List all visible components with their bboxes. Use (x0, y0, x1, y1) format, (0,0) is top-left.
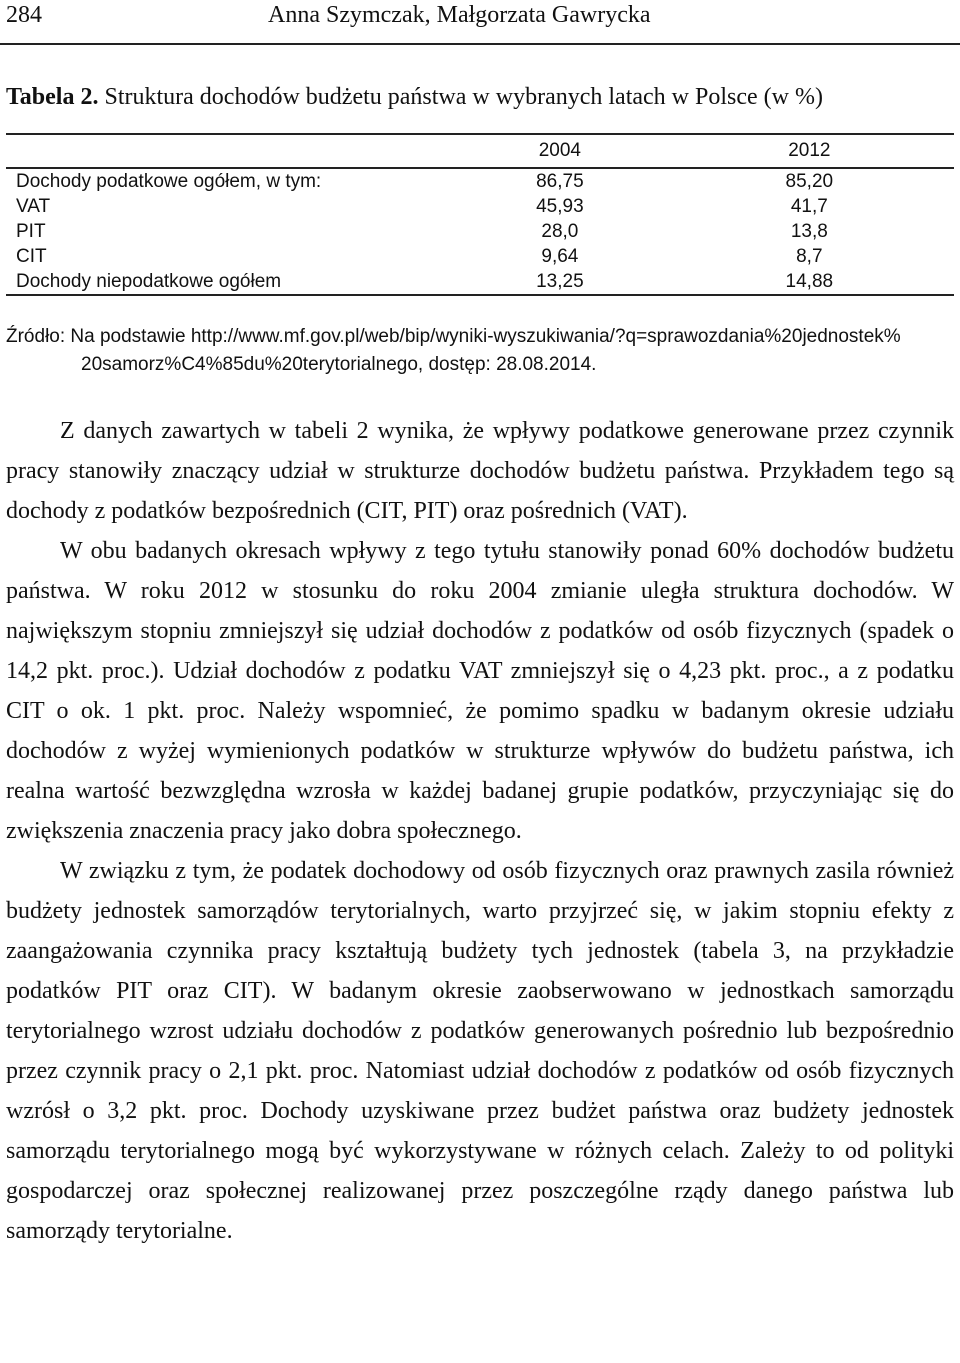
table-cell: Dochody niepodatkowe ogółem (6, 269, 455, 295)
table-source-note (6, 323, 954, 379)
table-row (6, 194, 954, 219)
table-cell: 9,64 (541, 246, 579, 267)
table-title: Struktura dochodów budżetu państwa w wybranych latach w Polsce (w %) (104, 84, 823, 110)
table-cell: 86,75 (536, 171, 584, 192)
paragraph: W związku z tym, że podatek dochodowy od osób fizycznych oraz prawnych zasila również budżety jednostek samorządów terytorialnych, warto przyjrzeć się, w jakim stopniu efekty z zaangażowania czynnika pracy kształtują budżety tych jednostek (tabela 3, na przykładzie podatków PIT oraz CIT). W badanym okresie zaobserwowano w jednostkach samorządu terytorialnego wzrost udziału dochodów z podatków generowanych pośrednio lub bezpośrednio przez czynnik pracy o 2,1 pkt. proc. Natomiast udział dochodów z podatków od osób fizycznych wzrósł o 3,2 pkt. proc. Dochody uzyskiwane przez budżet państwa oraz budżety jednostek samorządu terytorialnego mogą być wykorzystywane w różnych celach. Zależy to od polityki gospodarczej oraz społecznej realizowanej przez poszczególne rządy danego państwa lub samorządy terytorialne. (6, 858, 954, 1244)
source-line-1: Źródło: Na podstawie http://www.mf.gov.pl/web/bip/wyniki-wyszukiwania/?q=sprawozdania%20jednostek% (6, 326, 901, 347)
table-cell: 13,8 (790, 221, 828, 242)
table-row (6, 244, 954, 269)
table-cell: 85,20 (785, 171, 834, 192)
source-line-2: 20samorz%C4%85du%20terytorialnego, dostęp: 28.08.2014. (81, 354, 597, 375)
table-row (6, 168, 954, 194)
running-head-authors: Anna Szymczak, Małgorzata Gawrycka (268, 2, 651, 28)
table-cell: PIT (16, 221, 46, 242)
table-row (6, 219, 954, 244)
table-row (6, 269, 954, 295)
body-text (6, 411, 954, 1251)
table-cell: 45,93 (536, 196, 584, 217)
table-header-cell (6, 134, 455, 168)
table-cell: 8,7 (796, 246, 823, 267)
table-label: Tabela 2. (6, 84, 99, 110)
table-cell: 28,0 (541, 221, 579, 242)
table-header-cell: 2012 (665, 134, 954, 168)
table-cell: Dochody podatkowe ogółem, w tym: (16, 171, 322, 192)
table-header-cell: 2004 (455, 134, 665, 168)
table-cell: 13,25 (455, 269, 665, 295)
paragraph: Z danych zawartych w tabeli 2 wynika, że wpływy podatkowe generowane przez czynnik pracy stanowiły znaczący udział w strukturze dochodów budżetu państwa. Przykładem tego są dochody z podatków bezpośrednich (CIT, PIT) oraz pośrednich (VAT). (6, 418, 954, 524)
table-header-row (6, 134, 954, 168)
header-divider (0, 43, 960, 45)
table-cell: 41,7 (790, 196, 828, 217)
table-cell: VAT (16, 196, 51, 217)
paragraph: W obu badanych okresach wpływy z tego tytułu stanowiły ponad 60% dochodów budżetu państwa. W roku 2012 w stosunku do roku 2004 zmianie uległa struktura dochodów. W największym stopniu zmniejszył się udział dochodów z podatków od osób fizycznych (spadek o 14,2 pkt. proc.). Udział dochodów z podatku VAT zmniejszył się o 4,23 pkt. proc., a z podatku CIT o ok. 1 pkt. proc. Należy wspomnieć, że pomimo spadku w badanym okresie udziału dochodów z wyżej wymienionych podatków w strukturze wpływów do budżetu państwa, ich realna wartość bezwzględna wzrosła w każdej badanej grupie podatków, przyczyniając się do zwiększenia znaczenia pracy jako dobra społecznego. (6, 538, 954, 844)
table-cell: 14,88 (665, 269, 954, 295)
table-cell: CIT (16, 246, 47, 267)
budget-structure-table (6, 133, 954, 296)
table-caption (6, 84, 823, 111)
page-number: 284 (6, 2, 42, 28)
running-head (6, 0, 954, 40)
